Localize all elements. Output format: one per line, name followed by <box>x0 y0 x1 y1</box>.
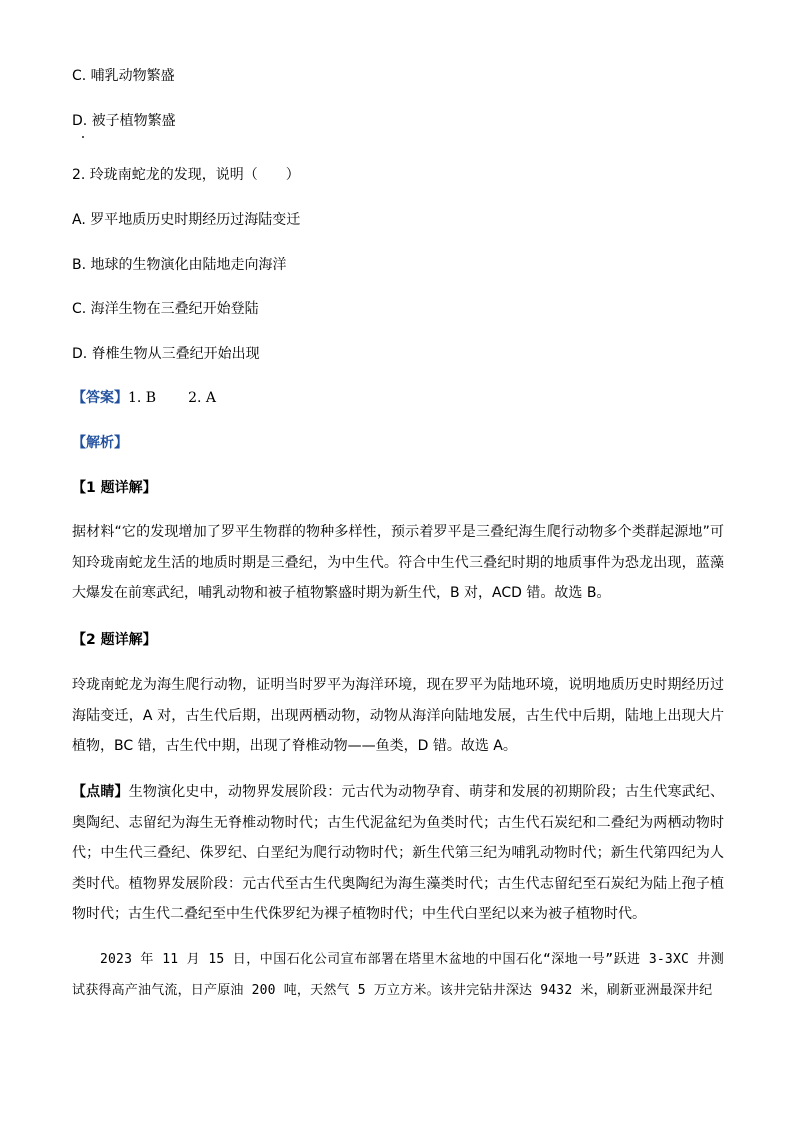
q2-option-d: D. 脊椎生物从三叠纪开始出现 <box>72 346 260 362</box>
answer-tag: 【答案】 <box>72 390 128 406</box>
q2-option-a: A. 罗平地质历史时期经历过海陆变迁 <box>72 212 301 228</box>
detail2-heading: 【2 题详解】 <box>72 632 157 648</box>
answer-line <box>72 388 216 408</box>
detail1-text: 据材料“它的发现增加了罗平生物群的物种多样性，预示着罗平是三叠纪海生爬行动物多个类群起源地”可知玲珑南蛇龙生活的地质时期是三叠纪，为中生代。符合中生代三叠纪时期的地质事件为恐龙出现，蓝藻大爆发在前寒武纪，哺乳动物和被子植物繁盛时期为新生代，B 对，ACD 错。故选 B。 <box>72 524 724 601</box>
analysis-tag: 【解析】 <box>72 435 128 451</box>
detail1-heading: 【1 题详解】 <box>72 480 157 496</box>
reading-passage: 2023 年 11 月 15 日，中国石化公司宣布部署在塔里木盆地的中国石化“深地一号”跃进 3-3XC 井测试获得高产油气流，日产原油 200 吨，天然气 5 万立方米。该井完钻井深达 9432 米，刷新亚洲最深井纪 <box>72 952 724 998</box>
detail2-text: 玲珑南蛇龙为海生爬行动物，证明当时罗平为海洋环境，现在罗平为陆地环境，说明地质历史时期经历过海陆变迁，A 对，古生代后期，出现两栖动物，动物从海洋向陆地发展，古生代中后期，陆地上出现大片植物，BC 错，古生代中期，出现了脊椎动物——鱼类，D 错。故选 A。 <box>72 677 724 754</box>
tip-tag: 【点睛】 <box>72 784 129 800</box>
tip-text: 生物演化史中，动物界发展阶段：元古代为动物孕育、萌芽和发展的初期阶段；古生代寒武纪、奥陶纪、志留纪为海生无脊椎动物时代；古生代泥盆纪为鱼类时代；古生代石炭纪和二叠纪为两栖动物时代；中生代三叠纪、侏罗纪、白垩纪为爬行动物时代；新生代第三纪为哺乳动物时代；新生代第四纪为人类时代。植物界发展阶段：元古代至古生代奥陶纪为海生藻类时代；古生代志留纪至石炭纪为陆上孢子植物时代；古生代二叠纪至中生代侏罗纪为裸子植物时代；中生代白垩纪以来为被子植物时代。 <box>72 784 725 922</box>
q1-option-d: D. 被子植物繁盛 <box>72 113 176 129</box>
stray-mark <box>82 136 84 138</box>
q2-stem: 2. 玲珑南蛇龙的发现，说明（ ） <box>72 167 300 183</box>
q2-option-b: B. 地球的生物演化由陆地走向海洋 <box>72 257 287 273</box>
q2-option-c: C. 海洋生物在三叠纪开始登陆 <box>72 301 259 317</box>
q1-option-c: C. 哺乳动物繁盛 <box>72 68 175 84</box>
answer-q2: 2. A <box>188 390 217 406</box>
tip-paragraph <box>72 777 724 930</box>
answer-q1: 1. B <box>128 390 157 406</box>
